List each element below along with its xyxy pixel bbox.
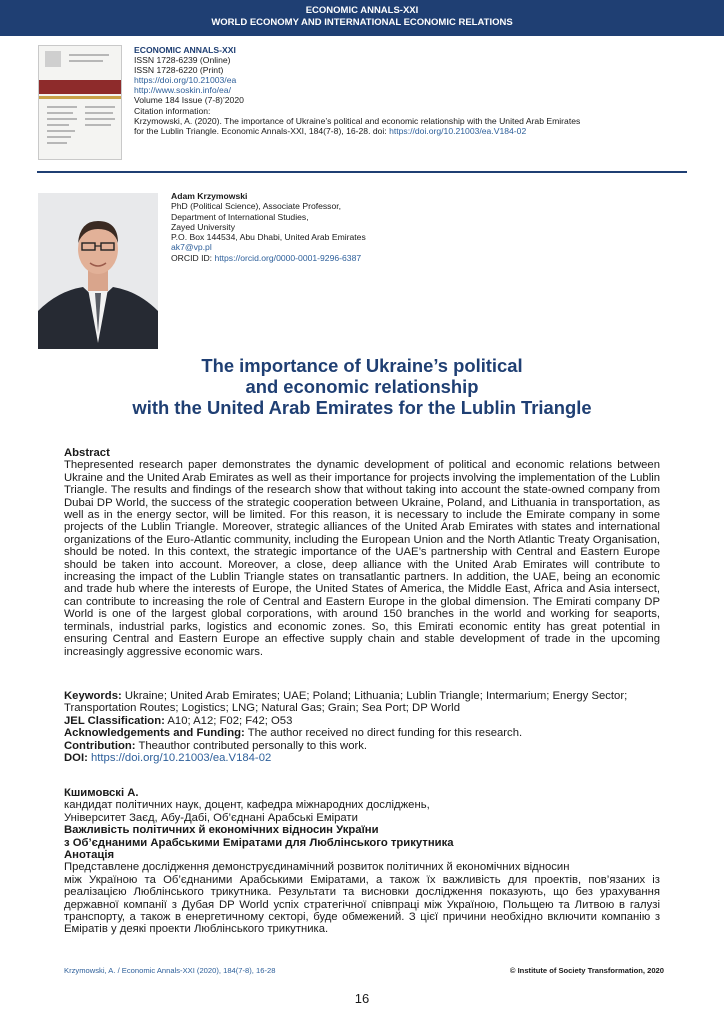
ua-affiliation-2: Університет Заєд, Абу-Дабі, Об’єднані Арабські Емірати (64, 811, 358, 824)
title-line-2: and economic relationship (245, 376, 479, 397)
citation-line-2: for the Lublin Triangle. Economic Annals-XXI, 184(7-8), 16-28. doi: (134, 125, 390, 136)
article-meta (64, 690, 660, 764)
page-number: 16 (354, 991, 370, 1006)
ack-text: The author received no direct funding for this research. (244, 727, 523, 740)
keywords-text: Ukraine; United Arab Emirates; UAE; Poland; Lithuania; Lublin Triangle; Intermarium; Energy Sector; Transportation Routes; Logistics; LNG; Natural Gas; Grain; Sea Port; DP World (64, 690, 628, 715)
citation-line-1: Krzymowski, A. (2020). The importance of Ukraine’s political and economic relationship with the United Arab Emirates (134, 115, 581, 126)
title-line-1: The importance of Ukraine’s political (201, 355, 523, 376)
journal-cover-image (38, 45, 122, 160)
author-photo (38, 193, 158, 349)
ua-title-1: Важливість політичних й економічних відносин України (64, 824, 379, 837)
jel-text: A10; A12; F02; F42; O53 (164, 714, 293, 727)
abstract-text: Thepresented research paper demonstrates the dynamic development of political and economic relations between Ukraine and the United Arab Emirates as well as their importance for projects involving the implementation of the Lublin Triangle. The results and findings of the research show that without taking into account the state-owned company from Dubai DP World, the success of the strategic cooperation between Ukraine, Poland, and Lithuania in transportation, as well as in the energy sector, will be limited. For this reason, it is necessary to include the Emirate company in some projects of the Lublin Triangle. Moreover, strategic alliances of the United Arab Emirates with states and international organizations of the Euro-Atlantic community, including the European Union and the North Atlantic Treaty Organisation, should be noted. In this context, the strategic importance of the UAE’s partnership with Central and Eastern Europe should be taken into account. Moreover, a close, deep alliance with the United Arab Emirates will contribute to increasing the impact of the Lublin Triangle states on transatlantic partners. In addition, the UAE, being an economic and trade hub where the interests of Europe, the United States of America, the Middle East, Africa and Asia intersect, can contribute to increasing the role of Central and Eastern Europe in the global dimension. The Emirati company DP World is one of the largest global corporations, with around 150 branches in the world and working for seaports, terminals, industrial parks, logistics and economic zones. So, this Emirati economic entity has great potential in ensuring Central and Eastern Europe an effective supply chain and stable development of trade in the upcoming increasingly aggressive economic wars. (64, 459, 660, 658)
journal-doi-link[interactable]: https://doi.org/10.21003/ea (134, 75, 237, 86)
author-degree: PhD (Political Science), Associate Professor, (171, 201, 342, 212)
abstract-section (64, 447, 660, 658)
doi-label: DOI: (64, 752, 88, 765)
ua-text-1: Представлене дослідження демонструєдинамічний розвиток політичних й економічних відносин (64, 861, 570, 874)
journal-site-link[interactable]: http://www.soskin.info/ea/ (134, 85, 231, 96)
article-title (40, 355, 684, 418)
issn-print: ISSN 1728-6220 (Print) (134, 65, 224, 76)
citation-label: Citation information: (134, 105, 211, 116)
header-journal-name: ECONOMIC ANNALS-XXI (305, 5, 419, 16)
citation-block (134, 45, 694, 136)
author-address: P.O. Box 144534, Abu Dhabi, United Arab Emirates (171, 232, 366, 243)
ua-annotation-heading: Анотація (64, 849, 115, 862)
article-doi-link[interactable]: https://doi.org/10.21003/ea.V184-02 (389, 125, 527, 136)
contribution-text: Theauthor contributed personally to this work. (135, 739, 368, 752)
divider (37, 171, 687, 173)
ua-title-2: з Об’єднаними Арабськими Еміратами для Люблінського трикутника (64, 836, 454, 849)
author-university: Zayed University (171, 221, 235, 232)
doi-link[interactable]: https://doi.org/10.21003/ea.V184-02 (87, 752, 272, 765)
author-department: Department of International Studies, (171, 211, 309, 222)
footer-citation: Krzymowski, A. / Economic Annals-XXI (2020), 184(7-8), 16-28 (64, 966, 276, 975)
orcid-label: ORCID ID: (171, 252, 215, 263)
ack-label: Acknowledgements and Funding: (64, 727, 245, 740)
jel-label: JEL Classification: (64, 714, 165, 727)
footer-copyright: © Institute of Society Transformation, 2020 (509, 966, 664, 975)
ua-text-2: між Україною та Об’єднаними Арабськими Еміратами, а також їх важливість для проектів, пов’язаних із реалізацією Люблінського трикутника. Результати та висновки дослідження показують, що без урахування державної компанії з Дубая DP World успіх стратегічної співпраці між Україною, Польщею та Литвою в галузі транспорту, а також в енергетичному секторі, буде обмежений. З цієї причини необхідно включити компанію з Еміратів у деякі проекти Люблінського трикутника. (64, 873, 660, 936)
contribution-label: Contribution: (64, 739, 136, 752)
cover-logo-icon (45, 51, 61, 67)
issn-online: ISSN 1728-6239 (Online) (134, 55, 231, 66)
header-section-title: WORLD ECONOMY AND INTERNATIONAL ECONOMIC RELATIONS (211, 17, 513, 28)
title-line-3: with the United Arab Emirates for the Lublin Triangle (132, 397, 592, 418)
journal-header-bar (0, 0, 724, 36)
citation-journal: ECONOMIC ANNALS-XXI (134, 45, 236, 55)
ua-affiliation-1: кандидат політичних наук, доцент, кафедра міжнародних досліджень, (64, 799, 430, 812)
author-block (171, 191, 571, 263)
volume-info: Volume 184 Issue (7-8)’2020 (134, 95, 244, 106)
orcid-link[interactable]: https://orcid.org/0000-0001-9296-6387 (214, 252, 362, 263)
abstract-heading: Abstract (64, 447, 110, 459)
keywords-label: Keywords: (64, 690, 122, 702)
author-email[interactable]: ak7@vp.pl (171, 242, 212, 253)
author-name: Adam Krzymowski (171, 191, 248, 201)
ua-author-name: Кшимовскі А. (64, 787, 139, 799)
ukrainian-abstract (64, 787, 660, 936)
